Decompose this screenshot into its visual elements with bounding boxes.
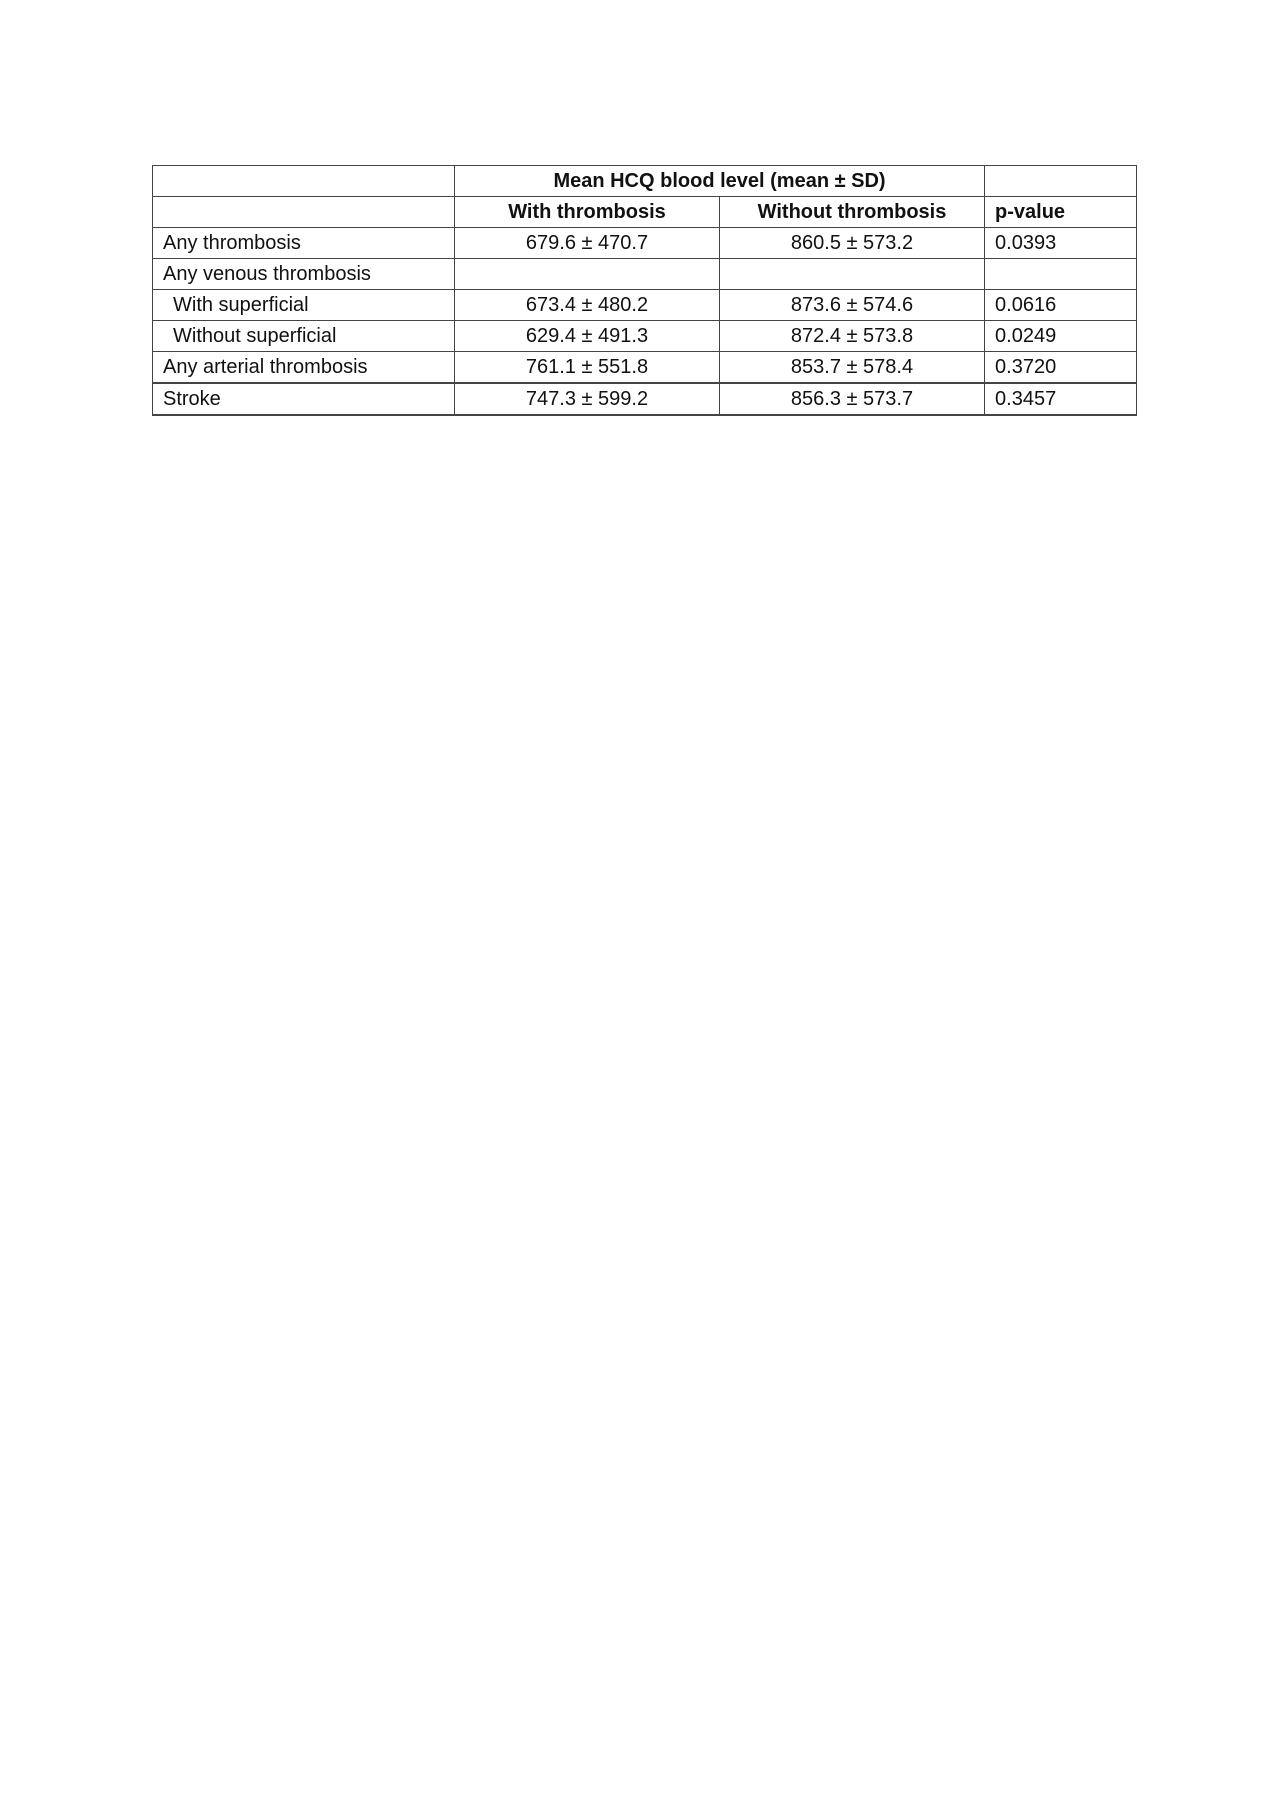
- table-row: [153, 383, 1137, 415]
- hcq-results-table: [152, 165, 1137, 416]
- table-row: [153, 259, 1137, 290]
- cell-with-thrombosis: 629.4 ± 491.3: [455, 321, 720, 352]
- cell-p-value: 0.0616: [985, 290, 1137, 321]
- cell-with-thrombosis: 761.1 ± 551.8: [455, 352, 720, 384]
- cell-p-value: 0.3457: [985, 383, 1137, 415]
- empty-header-cell: [985, 166, 1137, 197]
- table-row: [153, 228, 1137, 259]
- cell-without-thrombosis: 856.3 ± 573.7: [720, 383, 985, 415]
- cell-without-thrombosis: 860.5 ± 573.2: [720, 228, 985, 259]
- column-header-p-value: p-value: [985, 197, 1137, 228]
- table-header-row-group: [153, 166, 1137, 197]
- cell-with-thrombosis: 673.4 ± 480.2: [455, 290, 720, 321]
- row-label: Any venous thrombosis: [153, 259, 455, 290]
- cell-with-thrombosis: 747.3 ± 599.2: [455, 383, 720, 415]
- cell-p-value: 0.3720: [985, 352, 1137, 384]
- column-header-without-thrombosis: Without thrombosis: [720, 197, 985, 228]
- cell-without-thrombosis: [720, 259, 985, 290]
- cell-without-thrombosis: 853.7 ± 578.4: [720, 352, 985, 384]
- cell-p-value: 0.0393: [985, 228, 1137, 259]
- cell-without-thrombosis: 872.4 ± 573.8: [720, 321, 985, 352]
- row-label: Any arterial thrombosis: [153, 352, 455, 384]
- row-label: With superficial: [153, 290, 455, 321]
- table-row: [153, 290, 1137, 321]
- cell-with-thrombosis: [455, 259, 720, 290]
- cell-p-value: 0.0249: [985, 321, 1137, 352]
- table-header-row-columns: [153, 197, 1137, 228]
- group-header-cell: Mean HCQ blood level (mean ± SD): [455, 166, 985, 197]
- empty-header-cell: [153, 197, 455, 228]
- row-label: Any thrombosis: [153, 228, 455, 259]
- empty-header-cell: [153, 166, 455, 197]
- cell-with-thrombosis: 679.6 ± 470.7: [455, 228, 720, 259]
- cell-p-value: [985, 259, 1137, 290]
- table-row: [153, 352, 1137, 384]
- row-label: Stroke: [153, 383, 455, 415]
- row-label: Without superficial: [153, 321, 455, 352]
- table-row: [153, 321, 1137, 352]
- cell-without-thrombosis: 873.6 ± 574.6: [720, 290, 985, 321]
- column-header-with-thrombosis: With thrombosis: [455, 197, 720, 228]
